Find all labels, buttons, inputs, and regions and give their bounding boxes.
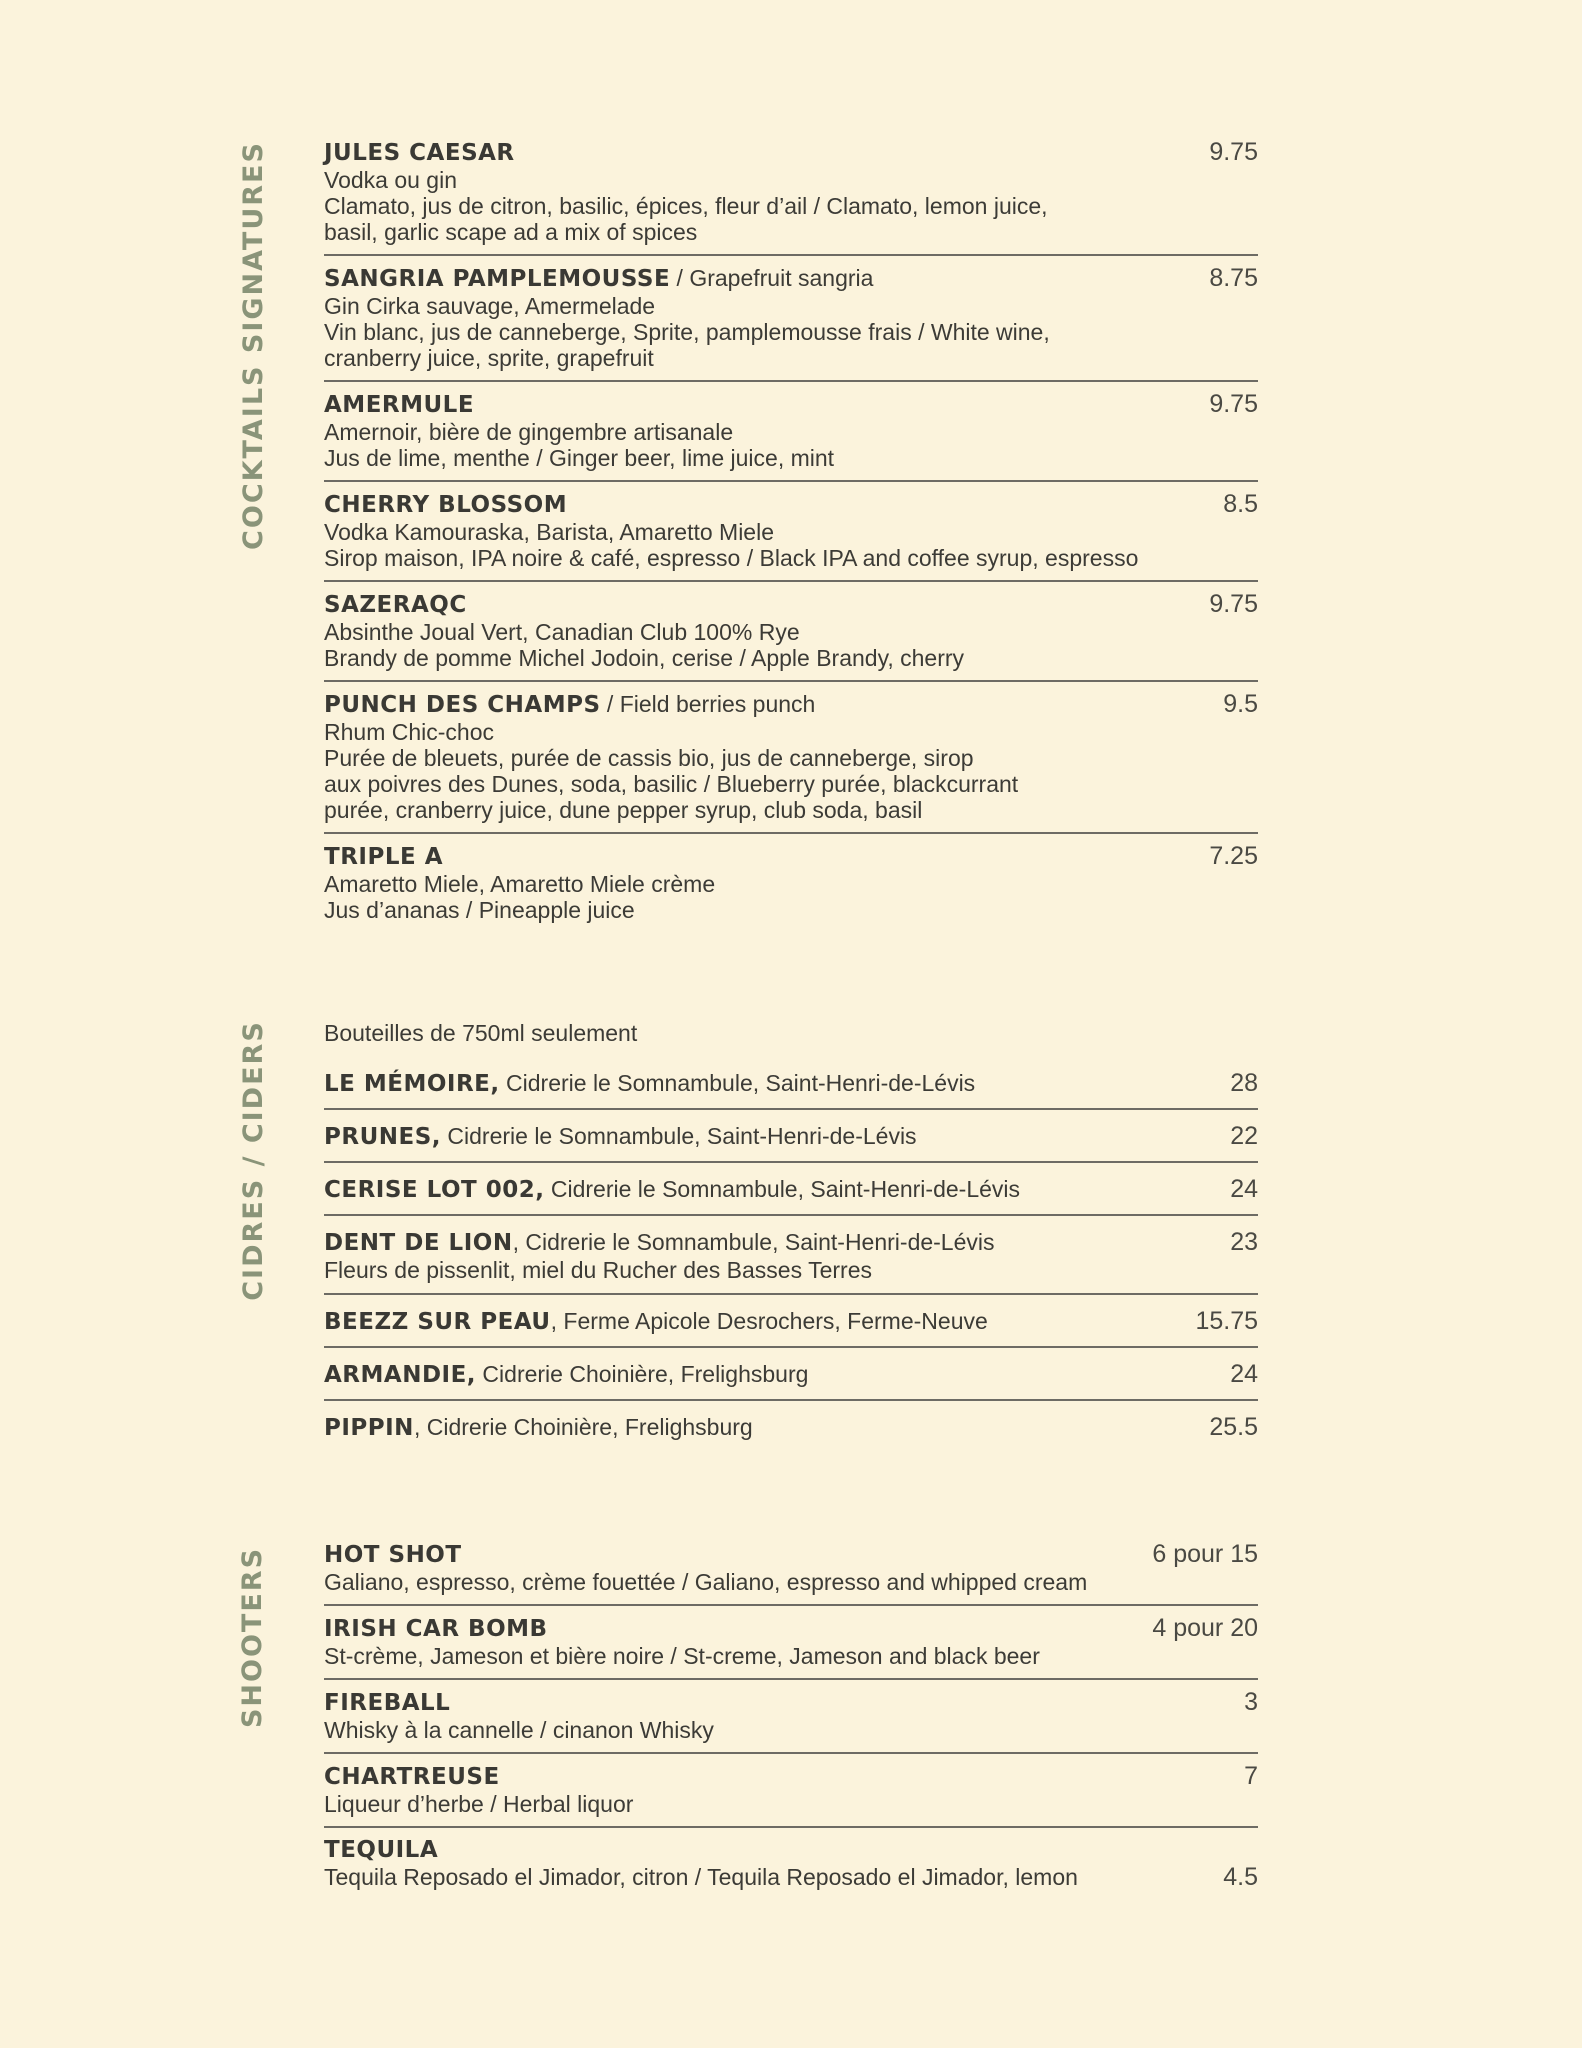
menu-item-name: SAZERAQC xyxy=(324,592,467,618)
menu-item-title xyxy=(324,1541,462,1568)
menu-item-header xyxy=(324,842,1258,871)
menu-item-name: AMERMULE xyxy=(324,392,475,418)
menu-item-price: 24 xyxy=(1230,1175,1258,1203)
menu-item-header xyxy=(324,138,1258,167)
menu-item-description: Sirop maison, IPA noire & café, espresso / Black IPA and coffee syrup, espresso xyxy=(324,545,1139,571)
menu-item xyxy=(324,1614,1258,1680)
menu-item xyxy=(324,1069,1258,1110)
menu-item-name: CHERRY BLOSSOM xyxy=(324,492,568,518)
menu-item-header xyxy=(324,1175,1258,1204)
menu-item-price: 7.25 xyxy=(1209,842,1258,870)
menu-item-header xyxy=(324,1228,1258,1257)
menu-item xyxy=(324,1307,1258,1348)
menu-item-name: TEQUILA xyxy=(324,1837,439,1863)
menu-item-description: Purée de bleuets, purée de cassis bio, jus de canneberge, sirop xyxy=(324,745,974,771)
menu-item-title xyxy=(324,491,567,518)
menu-item-subtitle: Cidrerie le Somnambule, Saint-Henri-de-Lévis xyxy=(441,1123,917,1149)
menu-item-description-row xyxy=(324,1863,1258,1892)
menu-item-title xyxy=(324,691,815,718)
menu-item-name: TRIPLE A xyxy=(324,844,443,870)
menu-item xyxy=(324,1413,1258,1452)
menu-item-name: PUNCH DES CHAMPS xyxy=(324,692,601,718)
menu-item-price: 4.5 xyxy=(1223,1863,1258,1891)
menu-item xyxy=(324,390,1258,482)
menu-item-price: 28 xyxy=(1230,1069,1258,1097)
menu-item-subtitle: / Grapefruit sangria xyxy=(670,265,874,291)
menu-item-title xyxy=(324,1836,438,1863)
menu-item-subtitle: Cidrerie Choinière, Frelighsburg xyxy=(476,1361,809,1387)
cocktails-section-title: COCKTAILS SIGNATURES xyxy=(237,140,269,550)
menu-item xyxy=(324,1762,1258,1828)
menu-item-name: IRISH CAR BOMB xyxy=(324,1616,548,1642)
menu-item-price: 9.75 xyxy=(1209,138,1258,166)
menu-item-title xyxy=(324,1689,450,1716)
ciders-note: Bouteilles de 750ml seulement xyxy=(324,1020,638,1046)
ciders-section-title: CIDRES / CIDERS xyxy=(237,1019,269,1301)
menu-item-description: Rhum Chic-choc xyxy=(324,719,494,745)
menu-item-description: Vodka Kamouraska, Barista, Amaretto Miele xyxy=(324,519,774,545)
menu-item-header xyxy=(324,1122,1258,1151)
menu-item-subtitle: Cidrerie le Somnambule, Saint-Henri-de-Lévis xyxy=(544,1176,1021,1202)
menu-item-name: LE MÉMOIRE, xyxy=(324,1071,500,1097)
menu-item-name: PIPPIN xyxy=(324,1415,414,1441)
menu-item xyxy=(324,842,1258,932)
menu-item-title xyxy=(324,591,467,618)
menu-item-price: 23 xyxy=(1230,1228,1258,1256)
menu-item xyxy=(324,490,1258,582)
menu-item-price: 15.75 xyxy=(1195,1307,1258,1335)
menu-item-description: Vin blanc, jus de canneberge, Sprite, pamplemousse frais / White wine, xyxy=(324,319,1050,345)
cocktails-list xyxy=(324,138,1258,932)
menu-item-title xyxy=(324,1123,917,1150)
menu-item-name: SANGRIA PAMPLEMOUSSE xyxy=(324,266,671,292)
menu-item xyxy=(324,1360,1258,1401)
menu-item-header xyxy=(324,390,1258,419)
menu-item-description: Tequila Reposado el Jimador, citron / Tequila Reposado el Jimador, lemon xyxy=(324,1864,1078,1890)
menu-item xyxy=(324,1228,1258,1295)
menu-item-header xyxy=(324,1836,1258,1863)
menu-item-name: ARMANDIE, xyxy=(324,1362,477,1388)
menu-item-description: Jus de lime, menthe / Ginger beer, lime juice, mint xyxy=(324,445,835,471)
menu-item-description: Whisky à la cannelle / cinanon Whisky xyxy=(324,1717,714,1743)
menu-item-price: 24 xyxy=(1230,1360,1258,1388)
menu-item-title xyxy=(324,1361,808,1388)
menu-item-title xyxy=(324,265,873,292)
menu-item-header xyxy=(324,1069,1258,1098)
menu-item-name: CHARTREUSE xyxy=(324,1764,500,1790)
menu-item-subtitle: , Cidrerie Choinière, Frelighsburg xyxy=(413,1414,753,1440)
menu-item-description: Amaretto Miele, Amaretto Miele crème xyxy=(324,871,716,897)
menu-item-title xyxy=(324,843,443,870)
menu-item xyxy=(324,1175,1258,1216)
menu-item-header xyxy=(324,264,1258,293)
menu-item-description: Brandy de pomme Michel Jodoin, cerise / Apple Brandy, cherry xyxy=(324,645,965,671)
menu-item-price: 9.75 xyxy=(1209,390,1258,418)
menu-item-description: cranberry juice, sprite, grapefruit xyxy=(324,345,654,371)
menu-item-title xyxy=(324,1229,995,1256)
menu-item-title xyxy=(324,1763,500,1790)
menu-item-name: FIREBALL xyxy=(324,1690,451,1716)
menu-item xyxy=(324,264,1258,382)
menu-item-name: JULES CAESAR xyxy=(324,140,515,166)
menu-item-subtitle: , Cidrerie le Somnambule, Saint-Henri-de-Lévis xyxy=(512,1229,995,1255)
menu-item-description: Vodka ou gin xyxy=(324,167,458,193)
menu-item-name: CERISE LOT 002, xyxy=(324,1177,545,1203)
menu-item-price: 22 xyxy=(1230,1122,1258,1150)
menu-item-header xyxy=(324,1688,1258,1717)
menu-item-header xyxy=(324,1762,1258,1791)
menu-item xyxy=(324,690,1258,834)
menu-item-title xyxy=(324,1308,988,1335)
menu-item xyxy=(324,590,1258,682)
menu-item-description: Liqueur d’herbe / Herbal liquor xyxy=(324,1791,634,1817)
menu-item-description: St-crème, Jameson et bière noire / St-creme, Jameson and black beer xyxy=(324,1643,1040,1669)
menu-item-header xyxy=(324,1540,1258,1569)
shooters-section-title: SHOOTERS xyxy=(237,1546,269,1729)
menu-item-header xyxy=(324,490,1258,519)
menu-item-title xyxy=(324,1176,1020,1203)
menu-item-name: HOT SHOT xyxy=(324,1542,462,1568)
shooters-list xyxy=(324,1540,1258,1901)
menu-item-description: Fleurs de pissenlit, miel du Rucher des Basses Terres xyxy=(324,1257,872,1283)
menu-item-price: 6 pour 15 xyxy=(1152,1540,1258,1568)
menu-item-price: 9.5 xyxy=(1223,690,1258,718)
menu-item-title xyxy=(324,139,515,166)
menu-item-name: BEEZZ SUR PEAU xyxy=(324,1309,551,1335)
menu-item-name: PRUNES, xyxy=(324,1124,442,1150)
menu-item-title xyxy=(324,1070,975,1097)
menu-item-description: Gin Cirka sauvage, Amermelade xyxy=(324,293,656,319)
menu-item-price: 4 pour 20 xyxy=(1152,1614,1258,1642)
menu-item xyxy=(324,1540,1258,1606)
menu-item-header xyxy=(324,1614,1258,1643)
menu-item-subtitle: , Ferme Apicole Desrochers, Ferme-Neuve xyxy=(550,1308,988,1334)
menu-item-title xyxy=(324,391,474,418)
menu-item-description: purée, cranberry juice, dune pepper syrup, club soda, basil xyxy=(324,797,923,823)
menu-item-name: DENT DE LION xyxy=(324,1230,513,1256)
menu-item-header xyxy=(324,690,1258,719)
menu-item-header xyxy=(324,1307,1258,1336)
menu-item-title xyxy=(324,1615,548,1642)
menu-item-description: Jus d’ananas / Pineapple juice xyxy=(324,897,635,923)
menu-item-price: 9.75 xyxy=(1209,590,1258,618)
menu-item-description: Amernoir, bière de gingembre artisanale xyxy=(324,419,734,445)
menu-item xyxy=(324,138,1258,256)
menu-item-description: Clamato, jus de citron, basilic, épices, fleur d’ail / Clamato, lemon juice, xyxy=(324,193,1048,219)
menu-item xyxy=(324,1122,1258,1163)
menu-item xyxy=(324,1688,1258,1754)
menu-item-description: aux poivres des Dunes, soda, basilic / Blueberry purée, blackcurrant xyxy=(324,771,1019,797)
menu-item-title xyxy=(324,1414,753,1441)
menu-item-description: basil, garlic scape ad a mix of spices xyxy=(324,219,698,245)
menu-item-price: 25.5 xyxy=(1209,1413,1258,1441)
menu-item-description: Absinthe Joual Vert, Canadian Club 100% Rye xyxy=(324,619,800,645)
menu-item-price: 7 xyxy=(1244,1762,1258,1790)
menu-item-price: 8.5 xyxy=(1223,490,1258,518)
menu-item-price: 8.75 xyxy=(1209,264,1258,292)
menu-item-header xyxy=(324,590,1258,619)
menu-item-header xyxy=(324,1413,1258,1442)
menu-item-price: 3 xyxy=(1244,1688,1258,1716)
menu-item-header xyxy=(324,1360,1258,1389)
menu-item-description: Galiano, espresso, crème fouettée / Galiano, espresso and whipped cream xyxy=(324,1569,1088,1595)
ciders-list xyxy=(324,1020,1258,1464)
menu-item-subtitle: / Field berries punch xyxy=(600,691,816,717)
menu-item-subtitle: Cidrerie le Somnambule, Saint-Henri-de-Lévis xyxy=(499,1070,976,1096)
menu-item xyxy=(324,1836,1258,1901)
